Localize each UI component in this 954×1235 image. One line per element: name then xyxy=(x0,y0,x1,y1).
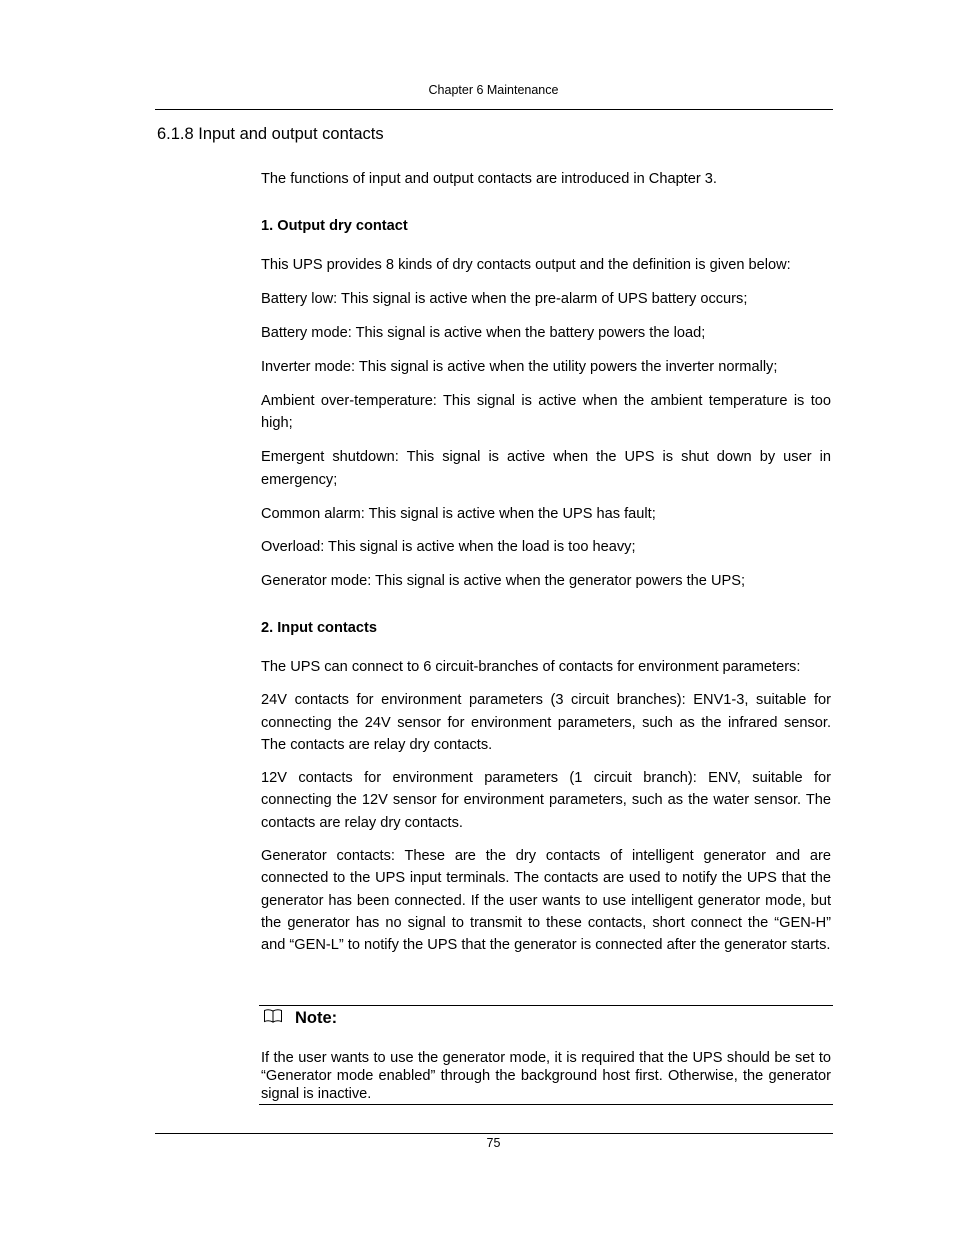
generator-contacts-paragraph: Generator contacts: These are the dry contacts of intelligent generator and are connected to the UPS input terminals. The contacts are used to notify the UPS that the generator has been connected. If the user wants to use intelligent generator mode, but the generator has no signal to transmit to these contacts, short connect the “GEN-H” and “GEN-L” to notify the UPS that the generator is connected after the generator starts. xyxy=(261,848,831,954)
page-number: 75 xyxy=(486,1136,501,1150)
emergent-shutdown-paragraph: Emergent shutdown: This signal is active when the UPS is shut down by user in emergency; xyxy=(261,449,831,488)
book-icon xyxy=(263,1008,295,1029)
note-heading xyxy=(263,1008,337,1029)
contacts-24v-paragraph: 24V contacts for environment parameters (3 circuit branches): ENV1-3, suitable for connecting the 24V sensor for environment parameters, such as the infrared sensor. The contacts are relay dry contacts. xyxy=(261,692,831,753)
input-intro-paragraph: The UPS can connect to 6 circuit-branches of contacts for environment parameters: xyxy=(261,659,801,675)
note-top-divider xyxy=(259,1005,833,1006)
ambient-over-temperature-paragraph: Ambient over-temperature: This signal is active when the ambient temperature is too high; xyxy=(261,392,831,432)
contacts-12v-paragraph: 12V contacts for environment parameters (1 circuit branch): ENV, suitable for connecting the 12V sensor for environment parameters, such as the water sensor. The contacts are relay dry contacts. xyxy=(261,770,831,831)
note-text: If the user wants to use the generator mode, it is required that the UPS should be set to “Generator mode enabled” through the background host first. Otherwise, the generator signal is inactive. xyxy=(261,1050,831,1102)
running-header: Chapter 6 Maintenance xyxy=(428,83,559,97)
input-contacts-heading: 2. Input contacts xyxy=(261,620,377,636)
note-label: Note: xyxy=(295,1009,338,1027)
intro-paragraph xyxy=(261,168,831,190)
generator-mode-paragraph: Generator mode: This signal is active when the generator powers the UPS; xyxy=(261,573,746,590)
footer-divider xyxy=(155,1133,833,1134)
overload-paragraph: Overload: This signal is active when the load is too heavy; xyxy=(261,539,636,556)
section-title: 6.1.8 Input and output contacts xyxy=(157,125,384,143)
output-intro-paragraph: This UPS provides 8 kinds of dry contacts output and the definition is given below: xyxy=(261,257,791,273)
common-alarm-paragraph: Common alarm: This signal is active when the UPS has fault; xyxy=(261,505,656,522)
inverter-mode-paragraph: Inverter mode: This signal is active when the utility powers the inverter normally; xyxy=(261,358,778,375)
note-bottom-divider xyxy=(259,1104,833,1105)
battery-low-paragraph: Battery low: This signal is active when the pre-alarm of UPS battery occurs; xyxy=(261,290,748,307)
input-contacts-list xyxy=(261,656,831,968)
output-dry-contact-heading: 1. Output dry contact xyxy=(261,218,408,234)
intro-text: The functions of input and output contacts are introduced in Chapter 3. xyxy=(261,171,717,187)
battery-mode-paragraph: Battery mode: This signal is active when the battery powers the load; xyxy=(261,324,706,341)
output-dry-contact-list xyxy=(261,254,831,604)
header-divider xyxy=(155,109,833,110)
